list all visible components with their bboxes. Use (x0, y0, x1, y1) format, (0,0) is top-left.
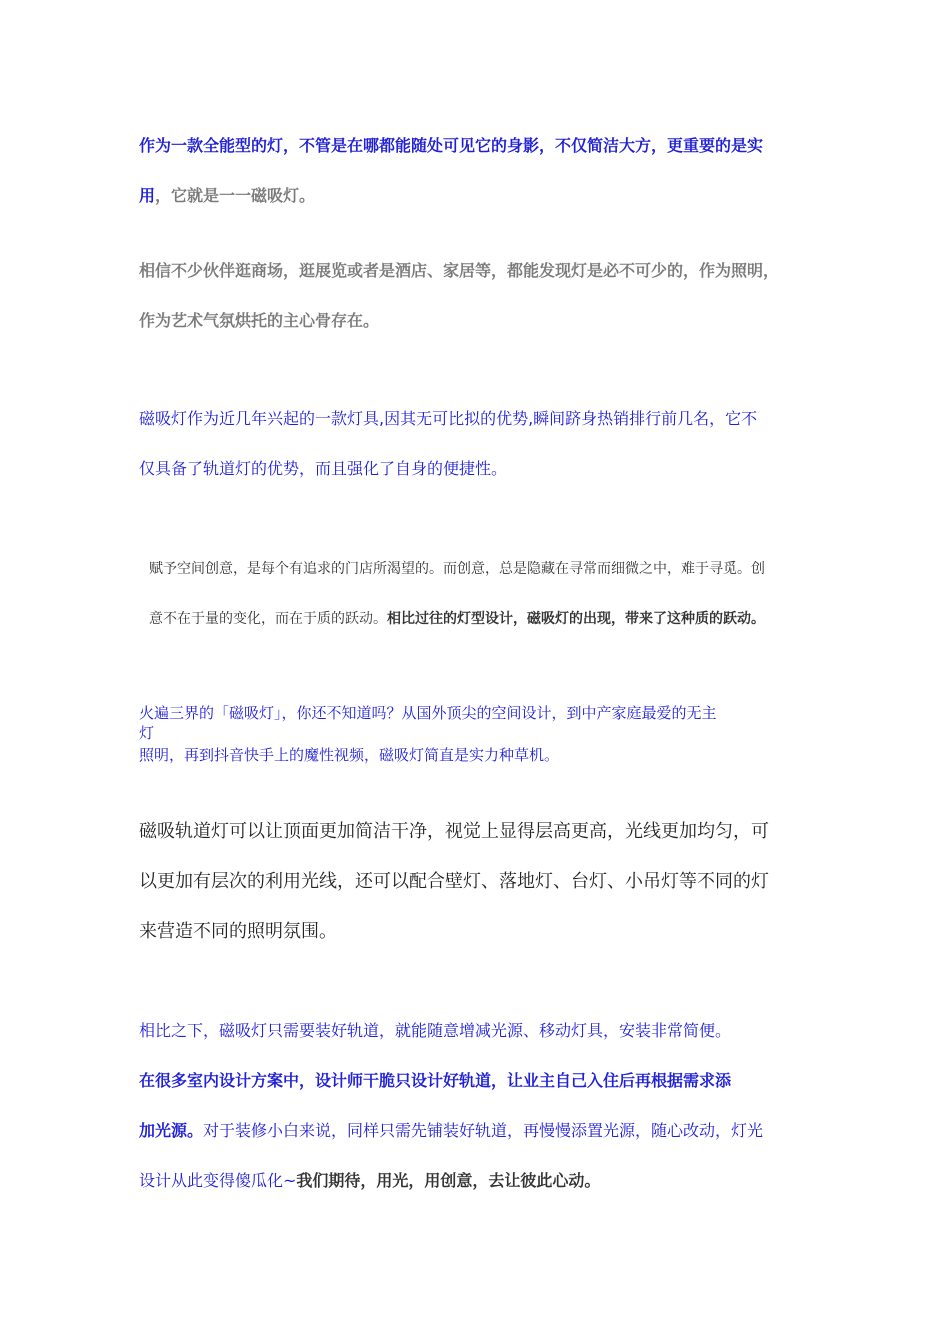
p1-line1: 作为一款全能型的灯，不管是在哪都能随处可见它的身影，不仅简洁大方，更重要的是实 (139, 136, 764, 155)
p7-line4-b: 我们期待，用光，用创意，去让彼此心动。 (296, 1171, 601, 1190)
p4-line2-b: 相比过往的灯型设计，磁吸灯的出现，带来了这种质的跃动。 (387, 611, 765, 627)
p7-line1: 相比之下，磁吸灯只需要装好轨道，就能随意增减光源、移动灯具，安装非常简便。 (139, 1021, 732, 1040)
p7-line2: 在很多室内设计方案中，设计师干脆只设计好轨道，让业主自己入住后再根据需求添 (139, 1071, 732, 1090)
p2-line1: 相信不少伙伴逛商场，逛展览或者是酒店、家居等，都能发现灯是必不可少的，作为照明， (139, 261, 780, 280)
p2-line2: 作为艺术气氛烘托的主心骨存在。 (139, 311, 380, 330)
p4-line2 (149, 609, 765, 629)
p7-line3 (139, 1121, 763, 1141)
p4-line2-a: 意不在于量的变化，而在于质的跃动。 (149, 611, 387, 627)
p3-line2: 仅具备了轨道灯的优势，而且强化了自身的便捷性。 (139, 459, 508, 478)
p1-line2-a: 用 (139, 186, 156, 205)
p7-line3-b: 对于装修小白来说，同样只需先铺装好轨道，再慢慢添置光源，随心改动，灯光 (203, 1121, 764, 1140)
p6-line2: 以更加有层次的利用光线，还可以配合壁灯、落地灯、台灯、小吊灯等不同的灯 (139, 871, 769, 892)
p7-line4 (139, 1171, 600, 1191)
p3-line1: 磁吸灯作为近几年兴起的一款灯具,因其无可比拟的优势,瞬间跻身热销排行前几名，它不 (139, 409, 758, 428)
p7-line3-a: 加光源。 (139, 1121, 204, 1140)
p5-line1: 火遍三界的「磁吸灯」，你还不知道吗？从国外顶尖的空间设计，到中产家庭最爱的无主 (139, 704, 717, 722)
p5-line2: 灯 (139, 724, 155, 742)
p6-line3: 来营造不同的照明氛围。 (139, 921, 337, 942)
p4-line1: 赋予空间创意，是每个有追求的门店所渴望的。而创意，总是隐藏在寻常而细微之中，难于寻觅。创 (149, 561, 765, 577)
p1-line2-b: ，它就是一一磁吸灯。 (155, 186, 316, 205)
p7-line4-a: 设计从此变得傻瓜化~ (139, 1171, 297, 1190)
p1-line2 (139, 186, 315, 206)
p6-line1: 磁吸轨道灯可以让顶面更加简洁干净，视觉上显得层高更高，光线更加均匀，可 (139, 821, 769, 842)
p5-line3: 照明，再到抖音快手上的魔性视频，磁吸灯简直是实力种草机。 (139, 746, 560, 764)
